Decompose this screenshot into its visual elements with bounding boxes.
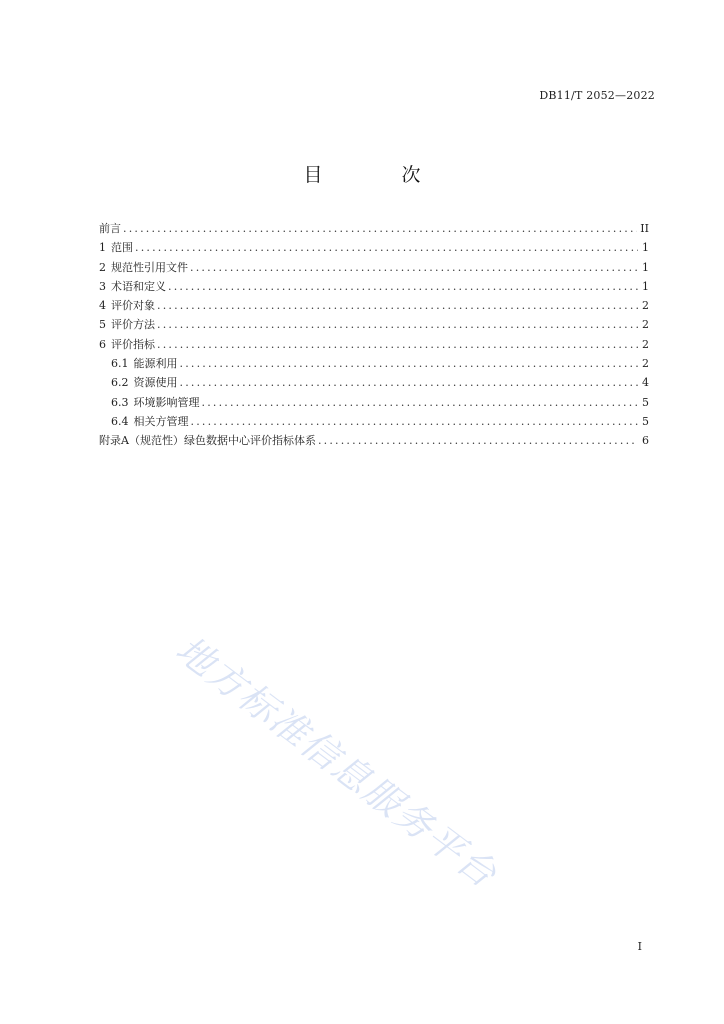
toc-entry-number: 4 (99, 299, 106, 313)
toc-entry-stakeholder-management[interactable] (99, 412, 649, 431)
toc-entry-label: 评价方法 (111, 318, 155, 332)
toc-leader-dots (190, 258, 638, 277)
document-code: DB11/T 2052—2022 (539, 89, 655, 102)
toc-entry-page: 2 (642, 299, 649, 313)
table-of-contents (99, 219, 649, 451)
toc-entry-label: 前言 (99, 222, 121, 235)
toc-leader-dots (180, 373, 639, 392)
toc-entry-page: 1 (642, 260, 649, 274)
toc-leader-dots (135, 238, 638, 257)
toc-entry-number: 1 (99, 241, 106, 255)
toc-entry-number: 6.1 (111, 357, 129, 371)
toc-leader-dots (202, 393, 639, 412)
toc-entry-page: 4 (642, 376, 649, 390)
toc-leader-dots (157, 315, 638, 334)
toc-entry-page: 1 (642, 241, 649, 255)
toc-entry-page: 2 (642, 318, 649, 332)
toc-entry-scope[interactable] (99, 238, 649, 257)
toc-leader-dots (123, 219, 637, 238)
toc-entry-label: 术语和定义 (111, 279, 166, 293)
toc-entry-number: 3 (99, 279, 106, 293)
toc-entry-page: 2 (642, 357, 649, 371)
toc-entry-label: 评价指标 (111, 337, 155, 351)
toc-entry-label: 附录A（规范性）绿色数据中心评价指标体系 (99, 434, 316, 448)
page-number: I (637, 940, 642, 953)
toc-entry-number: 6.4 (111, 414, 129, 428)
toc-entry-page: II (640, 222, 649, 235)
toc-entry-label: 相关方管理 (133, 414, 189, 428)
toc-entry-label: 环境影响管理 (133, 395, 200, 409)
toc-entry-number: 5 (99, 318, 106, 332)
toc-entry-page: 5 (642, 395, 649, 409)
toc-entry-page: 5 (642, 414, 649, 428)
toc-entry-preface[interactable] (99, 219, 649, 238)
toc-entry-evaluation-method[interactable] (99, 315, 649, 334)
toc-entry-appendix-a[interactable] (99, 431, 649, 450)
toc-entry-evaluation-object[interactable] (99, 296, 649, 315)
toc-entry-label: 资源使用 (133, 376, 178, 390)
toc-entry-number: 6.2 (111, 376, 129, 390)
toc-entry-energy-use[interactable] (99, 354, 649, 373)
toc-entry-environmental-impact[interactable] (99, 393, 649, 412)
toc-leader-dots (318, 431, 638, 450)
toc-leader-dots (157, 296, 638, 315)
toc-entry-page: 1 (642, 279, 649, 293)
toc-title: 目 次 (303, 164, 451, 186)
toc-entry-label: 范围 (111, 241, 133, 255)
toc-leader-dots (168, 277, 638, 296)
toc-entry-label: 规范性引用文件 (111, 260, 188, 274)
toc-entry-evaluation-indicators[interactable] (99, 335, 649, 354)
toc-entry-number: 6 (99, 337, 106, 351)
toc-entry-terms-definitions[interactable] (99, 277, 649, 296)
toc-entry-number: 6.3 (111, 395, 129, 409)
toc-entry-label: 评价对象 (111, 299, 155, 313)
toc-entry-page: 6 (642, 434, 649, 448)
toc-entry-number: 2 (99, 260, 106, 274)
toc-leader-dots (191, 412, 639, 431)
toc-entry-resource-use[interactable] (99, 373, 649, 392)
watermark: 地方标准信息服务平台 (167, 627, 506, 897)
toc-entry-normative-references[interactable] (99, 258, 649, 277)
toc-leader-dots (180, 354, 639, 373)
toc-leader-dots (157, 335, 638, 354)
toc-entry-page: 2 (642, 337, 649, 351)
toc-entry-label: 能源利用 (133, 357, 178, 371)
